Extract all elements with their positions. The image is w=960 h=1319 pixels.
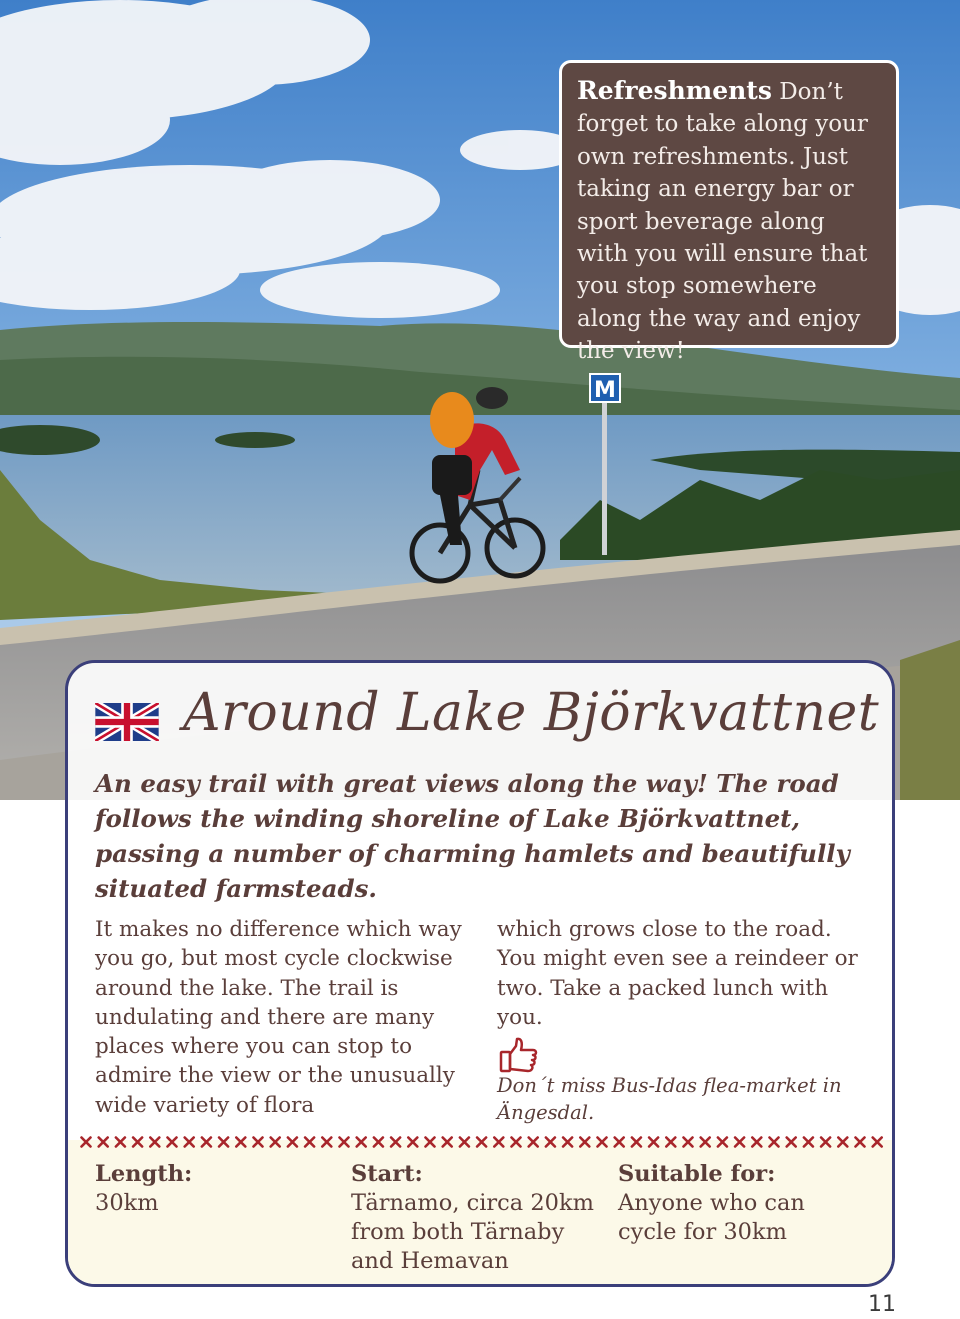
stitch-mark: [546, 1138, 555, 1147]
stitch-mark: [770, 1138, 779, 1147]
stitch-mark: [735, 1138, 744, 1147]
suitable-value: Anyone who can cycle for 30km: [618, 1190, 805, 1245]
stitch-mark: [82, 1138, 91, 1147]
stitch-mark: [529, 1138, 538, 1147]
suitable-label: Suitable for:: [618, 1161, 776, 1187]
length-value: 30km: [95, 1190, 159, 1216]
stitch-mark: [632, 1138, 641, 1147]
stitch-divider: [80, 1135, 888, 1149]
thumbs-up-icon: [499, 1036, 539, 1074]
stitch-mark: [718, 1138, 727, 1147]
body-column-left: It makes no difference which way you go, but most cycle clockwise around the lake. The trail is undulating and there are many places where you can stop to admire the view or the unusually wide variety of flora: [95, 917, 462, 1118]
start-value: Tärnamo, circa 20km from both Tärnaby and Hemavan: [351, 1190, 594, 1274]
stitch-mark: [133, 1138, 142, 1147]
stitch-mark: [477, 1138, 486, 1147]
stitch-mark: [856, 1138, 865, 1147]
refreshments-body: Don’t forget to take along your own refreshments. Just taking an energy bar or sport beverage along with you will ensure that you stop somewhere along the way and enjoy the view!: [577, 79, 868, 365]
stitch-mark: [821, 1138, 830, 1147]
stitch-mark: [426, 1138, 435, 1147]
stitch-mark: [116, 1138, 125, 1147]
stitch-mark: [494, 1138, 503, 1147]
length-label: Length:: [95, 1161, 193, 1187]
stitch-mark: [684, 1138, 693, 1147]
refreshments-title: Refreshments: [577, 76, 772, 105]
stitch-mark: [563, 1138, 572, 1147]
stitch-mark: [185, 1138, 194, 1147]
stitch-mark: [649, 1138, 658, 1147]
page-title: Around Lake Björkvattnet: [183, 683, 880, 743]
trail-card: [65, 660, 895, 1287]
fact-start: [351, 1160, 611, 1276]
stitch-mark: [580, 1138, 589, 1147]
body-column-right: which grows close to the road. You might even see a reindeer or two. Take a packed lunch with you.: [497, 917, 858, 1030]
stitch-mark: [443, 1138, 452, 1147]
stitch-mark: [391, 1138, 400, 1147]
stitch-mark: [701, 1138, 710, 1147]
stitch-mark: [219, 1138, 228, 1147]
stitch-mark: [357, 1138, 366, 1147]
stitch-mark: [288, 1138, 297, 1147]
stitch-mark: [752, 1138, 761, 1147]
stitch-mark: [787, 1138, 796, 1147]
stitch-mark: [99, 1138, 108, 1147]
stitch-mark: [271, 1138, 280, 1147]
stitch-mark: [838, 1138, 847, 1147]
stitch-mark: [254, 1138, 263, 1147]
stitch-mark: [598, 1138, 607, 1147]
fact-suitable: [618, 1160, 868, 1247]
stitch-mark: [305, 1138, 314, 1147]
tip-text: Don´t miss Bus-Idas flea-market in Ängesdal.: [497, 1074, 842, 1124]
stitch-mark: [408, 1138, 417, 1147]
lead-paragraph: An easy trail with great views along the way! The road follows the winding shoreline of Lake Björkvattnet, passing a number of charming hamlets and beautifully situated farmsteads.: [95, 769, 850, 903]
stitch-mark: [460, 1138, 469, 1147]
stitch-mark: [322, 1138, 331, 1147]
stitch-mark: [873, 1138, 882, 1147]
uk-flag-icon: [95, 703, 159, 741]
stitch-mark: [202, 1138, 211, 1147]
stitch-mark: [340, 1138, 349, 1147]
stitch-mark: [236, 1138, 245, 1147]
stitch-mark: [374, 1138, 383, 1147]
fact-length: [95, 1160, 315, 1218]
sign-letter: M: [594, 378, 616, 403]
stitch-mark: [804, 1138, 813, 1147]
stitch-mark: [666, 1138, 675, 1147]
stitch-mark: [512, 1138, 521, 1147]
refreshments-box: [559, 60, 899, 365]
stitch-mark: [615, 1138, 624, 1147]
page-number: 11: [868, 1292, 896, 1317]
stitch-mark: [150, 1138, 159, 1147]
stitch-mark: [168, 1138, 177, 1147]
start-label: Start:: [351, 1161, 423, 1187]
